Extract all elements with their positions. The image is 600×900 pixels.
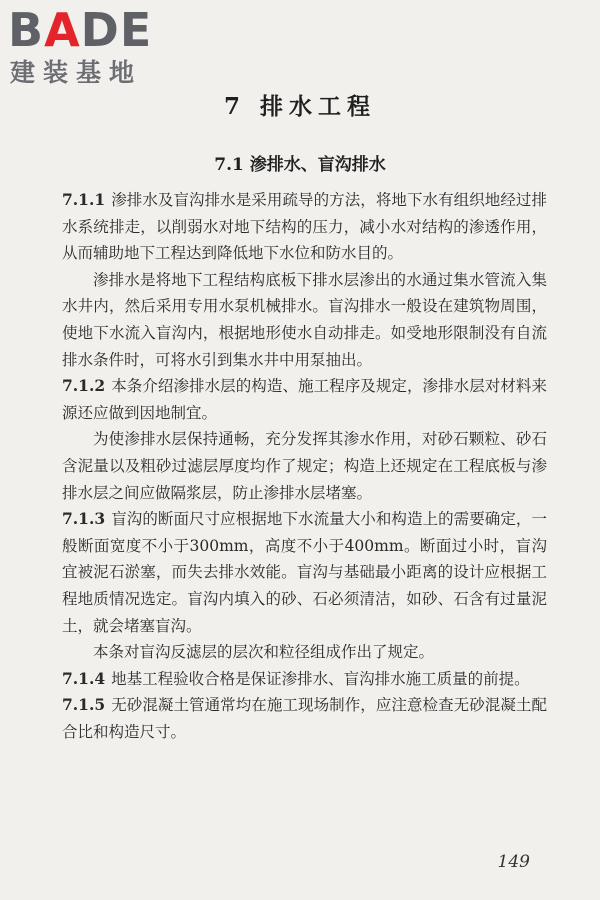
clause-text: 本条介绍渗排水层的构造、施工程序及规定，渗排水层对材料来源还应做到因地制宜。 (62, 377, 547, 422)
logo-letter-a-accent: A (44, 3, 81, 57)
clause-7-1-5 (62, 692, 547, 745)
page-number: 149 (497, 852, 530, 872)
clause-text: 盲沟的断面尺寸应根据地下水流量大小和构造上的需要确定，一般断面宽度不小于300mm，高度不小于400mm。断面过小时，盲沟宜被泥石淤塞，而失去排水效能。盲沟与基础最小距离的设计应根据工程地质情况选定。盲沟内填入的砂、石必须清洁，如砂、石含有过量泥土，就会堵塞盲沟。 (62, 510, 547, 635)
clause-number: 7.1.1 (62, 190, 106, 209)
clause-7-1-3 (62, 506, 547, 639)
clause-number: 7.1.4 (62, 668, 106, 688)
clause-7-1-2 (62, 373, 547, 426)
logo-wordmark (8, 2, 152, 58)
clause-text: 地基工程验收合格是保证渗排水、盲沟排水施工质量的前提。 (111, 669, 530, 688)
paragraph: 本条对盲沟反滤层的层次和粒径组成作出了规定。 (93, 643, 435, 662)
document-body (62, 187, 547, 745)
paragraph: 渗排水是将地下工程结构底板下排水层渗出的水通过集水管流入集水井内，然后采用专用水泵机械排水。盲沟排水一般设在建筑物周围，使地下水流入盲沟内，根据地形使水自动排走。如受地形限制没有自流排水条件时，可将水引到集水井中用泵抽出。 (62, 270, 547, 369)
clause-number: 7.1.2 (62, 376, 106, 396)
chapter-title: 7 排水工程 (223, 93, 376, 120)
bade-logo (2, 2, 182, 92)
paragraph: 为使渗排水层保持通畅，充分发挥其渗水作用，对砂石颗粒、砂石含泥量以及粗砂过滤层厚度均作了规定；构造上还规定在工程底板与渗排水层之间应做隔浆层，防止渗排水层堵塞。 (62, 430, 547, 502)
logo-chinese-text: 建装基地 (10, 58, 143, 87)
clause-number: 7.1.5 (62, 695, 106, 715)
clause-number: 7.1.3 (62, 509, 106, 529)
logo-letters-de: DE (80, 3, 153, 57)
clause-7-1-4 (62, 666, 547, 693)
section-title: 7.1 渗排水、盲沟排水 (214, 155, 386, 175)
logo-letter-b: B (8, 3, 45, 57)
clause-7-1-1 (62, 187, 547, 267)
clause-text: 无砂混凝土管通常均在施工现场制作，应注意检查无砂混凝土配合比和构造尺寸。 (62, 696, 547, 741)
clause-text: 渗排水及盲沟排水是采用疏导的方法，将地下水有组织地经过排水系统排走，以削弱水对地下结构的压力，减小水对结构的渗透作用，从而辅助地下工程达到降低地下水位和防水目的。 (62, 191, 547, 263)
